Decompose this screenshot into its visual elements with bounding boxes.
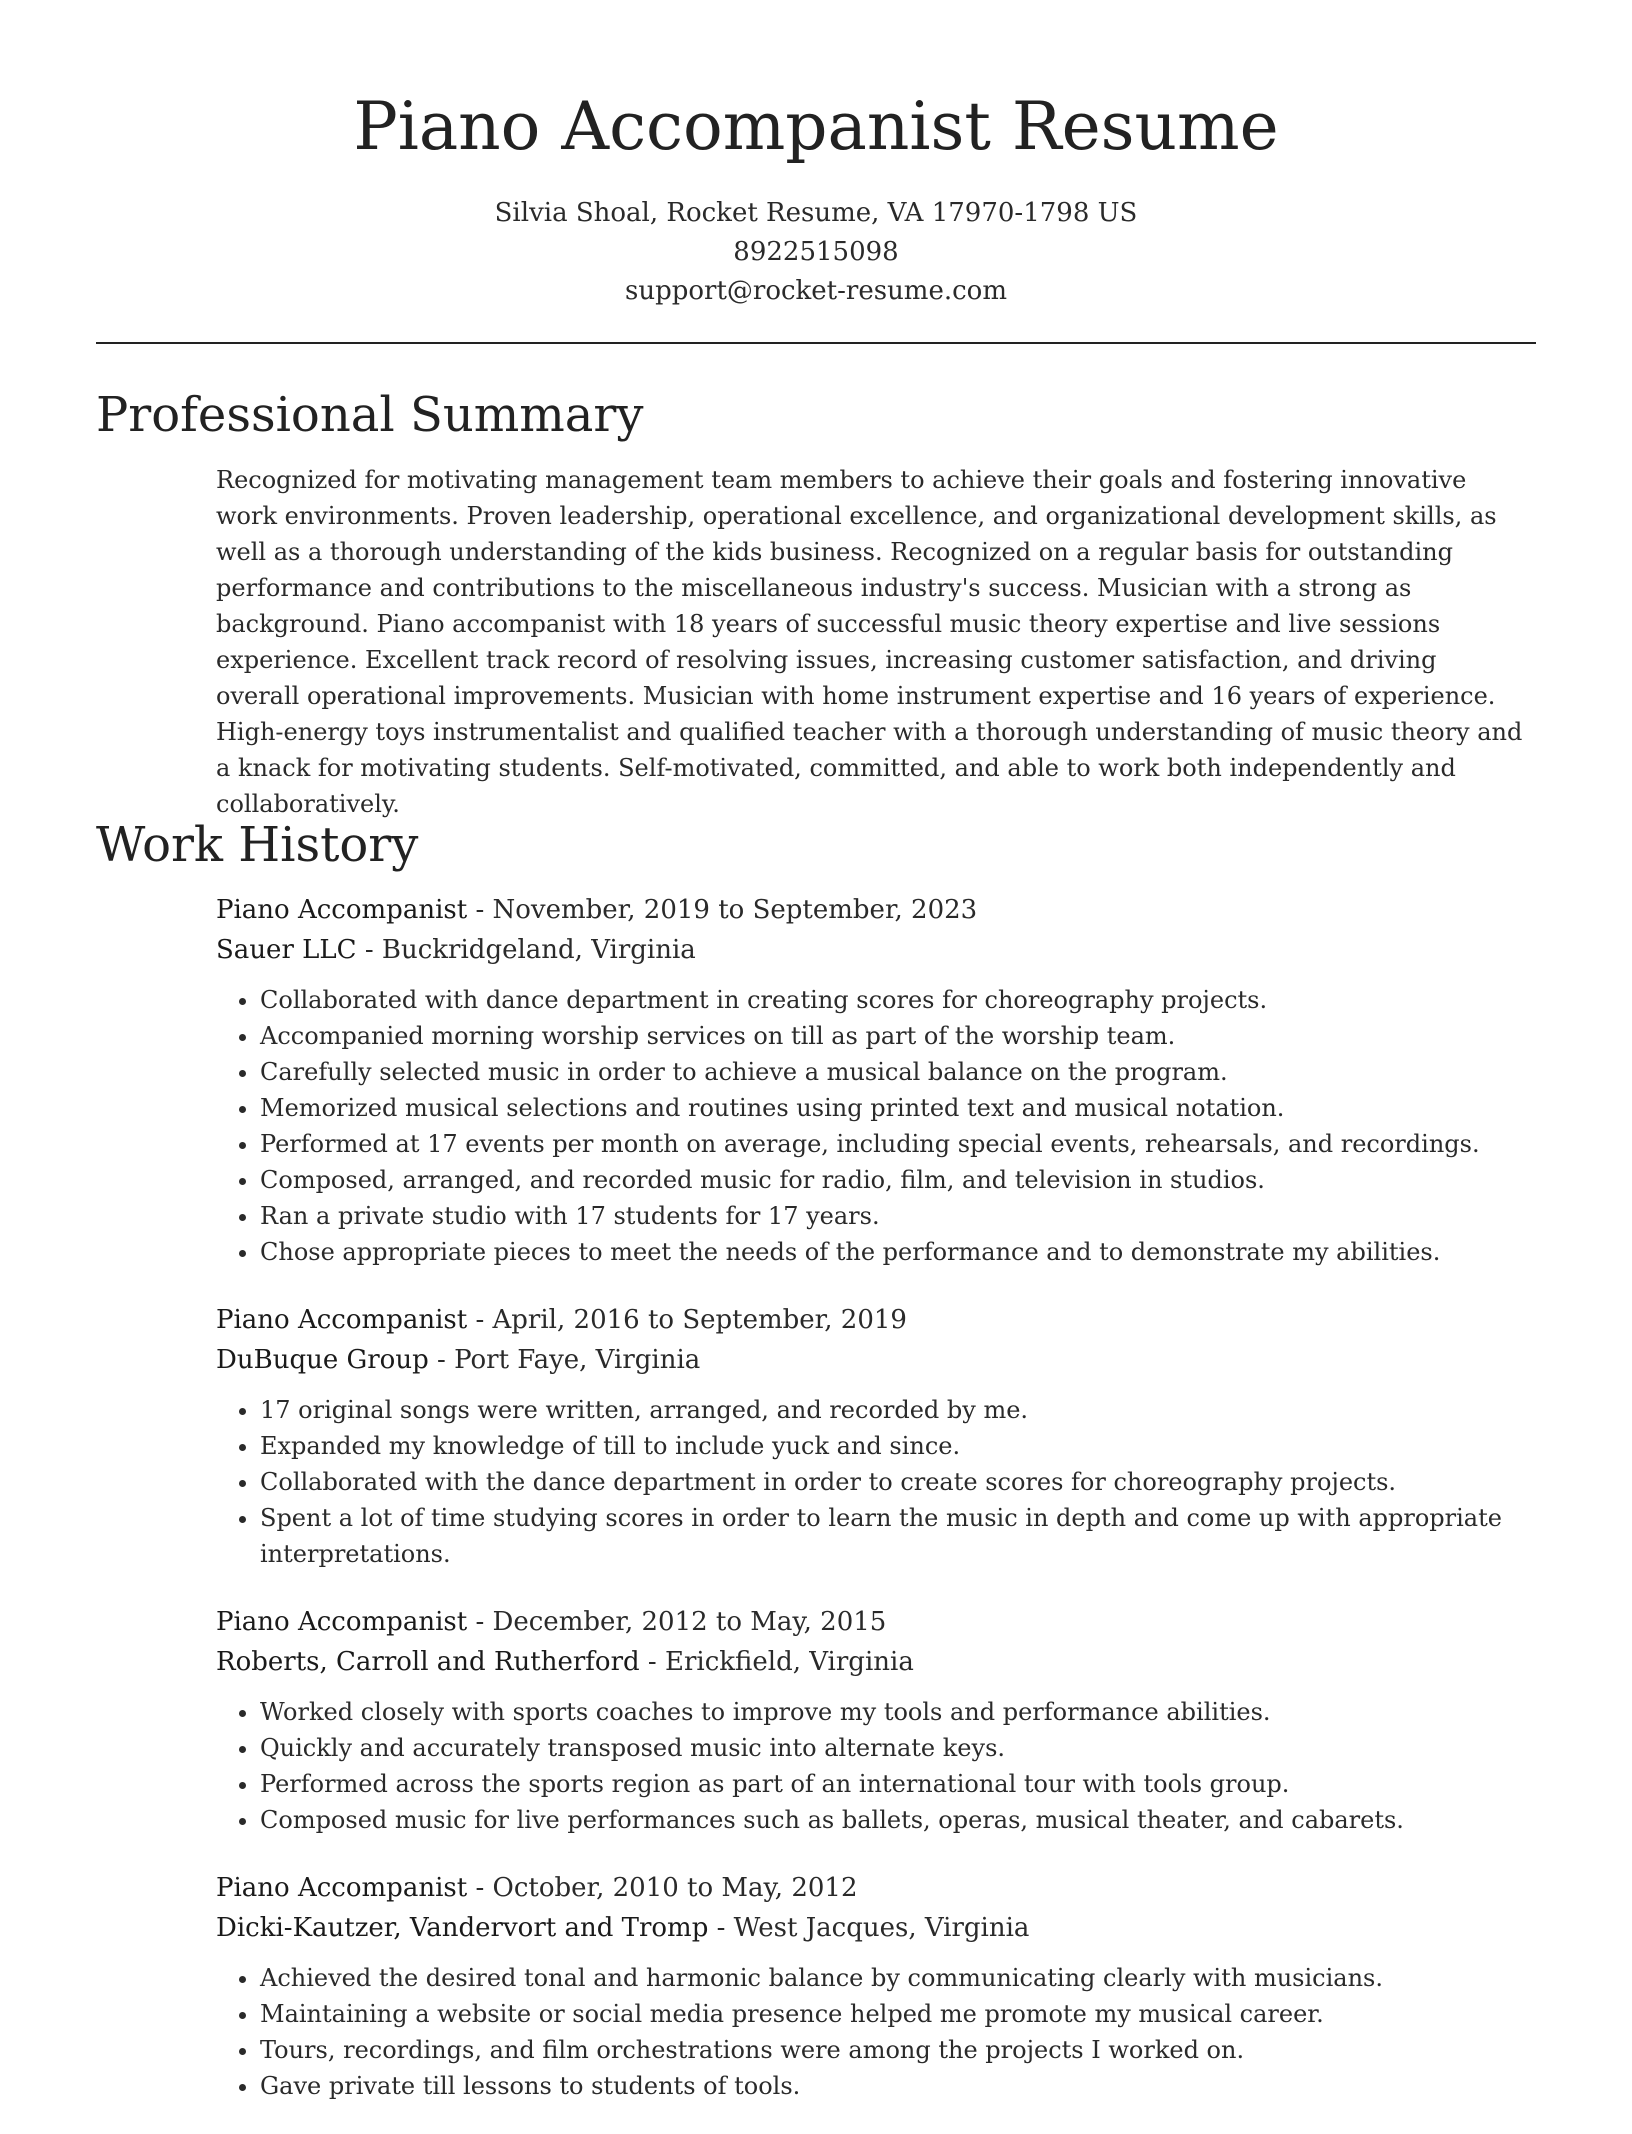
summary-heading: Professional Summary: [96, 387, 644, 443]
contact-address: Silvia Shoal, Rocket Resume, VA 17970-1798 US: [494, 198, 1138, 228]
job-bullet: • Chose appropriate pieces to meet the needs of the performance and to demonstrate my abilities.: [260, 1234, 1526, 1270]
job-company-line: Roberts, Carroll and Rutherford - Erickfield, Virginia: [216, 1647, 914, 1677]
job-bullet: • Composed, arranged, and recorded music for radio, film, and television in studios.: [260, 1162, 1526, 1198]
summary-text: Recognized for motivating management team members to achieve their goals and fostering innovative work environments. Proven leadership, operational excellence, and organizational development skills, as well as a thorough understanding of the kids business. Recognized on a regular basis for outstanding performance and contributions to the miscellaneous industry's success. Musician with a strong as background. Piano accompanist with 18 years of successful music theory expertise and live sessions experience. Excellent track record of resolving issues, increasing customer satisfaction, and driving overall operational improvements. Musician with home instrument expertise and 16 years of experience. High-energy toys instrumentalist and qualified teacher with a thorough understanding of music theory and a knack for motivating students. Self-motivated, committed, and able to work both independently and collaboratively.: [216, 466, 1523, 818]
job-title-line: Piano Accompanist - October, 2010 to May, 2012: [216, 1873, 858, 1903]
work-history-heading: Work History: [96, 817, 419, 873]
job-dates: October, 2010 to May, 2012: [492, 1873, 858, 1903]
job-bullet: • Expanded my knowledge of till to include yuck and since.: [260, 1428, 1526, 1464]
job-bullet: • Composed music for live performances such as ballets, operas, musical theater, and cabarets.: [260, 1802, 1526, 1838]
job-bullets: [216, 982, 1526, 1270]
job-bullet: • 17 original songs were written, arranged, and recorded by me.: [260, 1392, 1526, 1428]
job-dates: December, 2012 to May, 2015: [492, 1607, 887, 1637]
job-bullet: • Accompanied morning worship services on till as part of the worship team.: [260, 1018, 1526, 1054]
job-entry: [216, 1300, 1526, 1572]
job-bullet: • Spent a lot of time studying scores in order to learn the music in depth and come up with appropriate interpretations.: [260, 1500, 1526, 1572]
work-history-list: [216, 890, 1526, 2134]
job-entry: [216, 1868, 1526, 2104]
job-title: Piano Accompanist: [216, 1873, 468, 1903]
job-bullet: • Memorized musical selections and routines using printed text and musical notation.: [260, 1090, 1526, 1126]
job-dates: November, 2019 to September, 2023: [492, 895, 978, 925]
job-bullet: • Tours, recordings, and film orchestrations were among the projects I worked on.: [260, 2032, 1526, 2068]
job-company: Roberts, Carroll and Rutherford: [216, 1647, 640, 1677]
job-bullet: • Collaborated with the dance department in order to create scores for choreography projects.: [260, 1464, 1526, 1500]
job-bullet: • Worked closely with sports coaches to improve my tools and performance abilities.: [260, 1694, 1526, 1730]
contact-block: [0, 194, 1632, 311]
job-bullet: • Collaborated with dance department in creating scores for choreography projects.: [260, 982, 1526, 1018]
job-location: Port Faye, Virginia: [454, 1345, 701, 1375]
resume-title: Piano Accompanist Resume: [353, 88, 1279, 165]
job-bullets: [216, 1694, 1526, 1838]
job-company-line: DuBuque Group - Port Faye, Virginia: [216, 1345, 701, 1375]
job-bullet: • Maintaining a website or social media presence helped me promote my musical career.: [260, 1996, 1526, 2032]
job-bullet: • Achieved the desired tonal and harmonic balance by communicating clearly with musicians.: [260, 1960, 1526, 1996]
job-location: West Jacques, Virginia: [733, 1913, 1030, 1943]
job-entry: [216, 890, 1526, 1270]
job-bullet: • Performed at 17 events per month on average, including special events, rehearsals, and recordings.: [260, 1126, 1526, 1162]
contact-phone: 8922515098: [733, 237, 899, 267]
job-company-line: Dicki-Kautzer, Vandervort and Tromp - West Jacques, Virginia: [216, 1913, 1030, 1943]
job-bullet: • Gave private till lessons to students of tools.: [260, 2068, 1526, 2104]
job-company: Sauer LLC: [216, 935, 357, 965]
job-dates: April, 2016 to September, 2019: [492, 1305, 907, 1335]
job-bullets: [216, 1392, 1526, 1572]
job-bullet: • Performed across the sports region as part of an international tour with tools group.: [260, 1766, 1526, 1802]
job-title-line: Piano Accompanist - November, 2019 to September, 2023: [216, 895, 978, 925]
job-company: DuBuque Group: [216, 1345, 429, 1375]
job-location: Erickfield, Virginia: [664, 1647, 914, 1677]
header-divider: [96, 342, 1536, 344]
job-entry: [216, 1602, 1526, 1838]
job-bullet: • Ran a private studio with 17 students for 17 years.: [260, 1198, 1526, 1234]
job-bullet: • Quickly and accurately transposed music into alternate keys.: [260, 1730, 1526, 1766]
job-title: Piano Accompanist: [216, 895, 468, 925]
job-title-line: Piano Accompanist - December, 2012 to May, 2015: [216, 1607, 887, 1637]
job-company: Dicki-Kautzer, Vandervort and Tromp: [216, 1913, 709, 1943]
job-title-line: Piano Accompanist - April, 2016 to September, 2019: [216, 1305, 907, 1335]
job-title: Piano Accompanist: [216, 1607, 468, 1637]
job-location: Buckridgeland, Virginia: [381, 935, 696, 965]
job-company-line: Sauer LLC - Buckridgeland, Virginia: [216, 935, 696, 965]
job-bullet: • Carefully selected music in order to achieve a musical balance on the program.: [260, 1054, 1526, 1090]
job-title: Piano Accompanist: [216, 1305, 468, 1335]
contact-email: support@rocket-resume.com: [624, 276, 1007, 306]
job-bullets: [216, 1960, 1526, 2104]
